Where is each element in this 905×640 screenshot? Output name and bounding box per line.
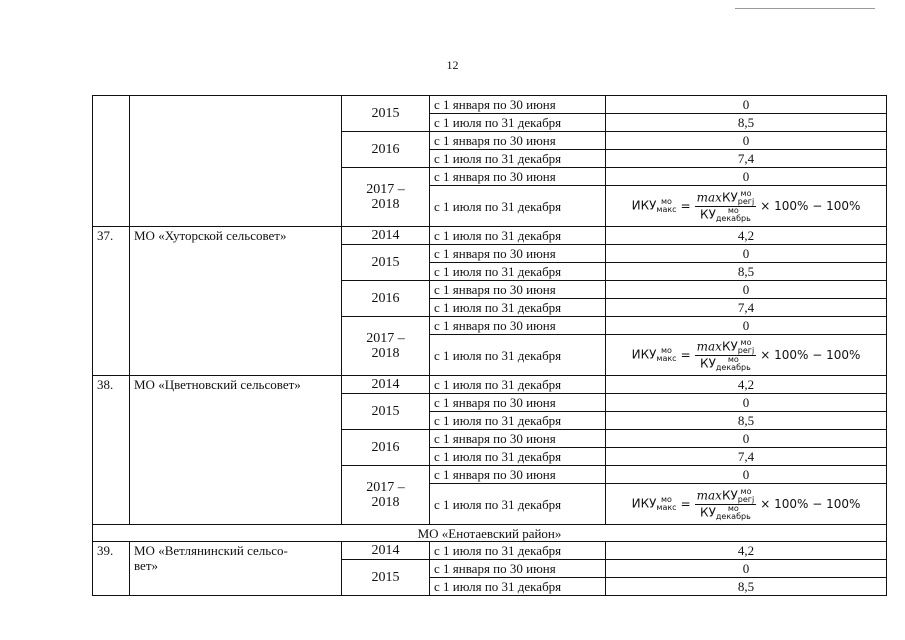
year-cell: 2014 [342, 227, 430, 245]
table-row [93, 227, 887, 245]
value-cell: 7,4 [606, 150, 887, 168]
municipality-name: МО «Ветлянинский сельсо- вет» [130, 542, 342, 596]
value-cell: 4,2 [606, 542, 887, 560]
year-cell: 2015 [342, 394, 430, 430]
period-cell: с 1 июля по 31 декабря [430, 150, 606, 168]
value-cell: 0 [606, 317, 887, 335]
page-number: 12 [446, 58, 459, 72]
formula-lhs: ИКУ мо макс [631, 495, 677, 512]
period-cell: с 1 января по 30 июня [430, 168, 606, 186]
year-cell: 2014 [342, 376, 430, 394]
value-cell: 8,5 [606, 263, 887, 281]
formula-equals: = [680, 198, 691, 213]
formula-tail: × 100% − 100% [760, 347, 861, 362]
formula-equals: = [680, 347, 691, 362]
period-cell: с 1 января по 30 июня [430, 466, 606, 484]
formula-equals: = [680, 496, 691, 511]
max-index-formula [632, 488, 861, 521]
period-cell: с 1 июля по 31 декабря [430, 412, 606, 430]
year-cell: 2015 [342, 560, 430, 596]
value-cell: 8,5 [606, 114, 887, 132]
value-cell: 0 [606, 281, 887, 299]
tariff-table [92, 95, 887, 596]
table-row [93, 96, 887, 114]
year-cell: 2016 [342, 430, 430, 466]
period-cell: с 1 января по 30 июня [430, 96, 606, 114]
formula-lhs: ИКУ мо макс [631, 346, 677, 363]
year-cell: 2017 – 2018 [342, 466, 430, 525]
value-cell: 0 [606, 132, 887, 150]
value-cell: 4,2 [606, 376, 887, 394]
value-cell: 0 [606, 430, 887, 448]
value-cell: 0 [606, 96, 887, 114]
value-cell: 0 [606, 466, 887, 484]
period-cell: с 1 июля по 31 декабря [430, 299, 606, 317]
formula-tail: × 100% − 100% [760, 496, 861, 511]
value-cell [606, 335, 887, 376]
row-number [93, 96, 130, 227]
value-cell [606, 186, 887, 227]
table-body [93, 96, 887, 596]
value-cell: 0 [606, 168, 887, 186]
year-cell: 2016 [342, 281, 430, 317]
municipality-name: МО «Хуторской сельсовет» [130, 227, 342, 376]
year-cell: 2016 [342, 132, 430, 168]
period-cell: с 1 июля по 31 декабря [430, 186, 606, 227]
period-cell: с 1 января по 30 июня [430, 430, 606, 448]
period-cell: с 1 июля по 31 декабря [430, 484, 606, 525]
value-cell: 8,5 [606, 578, 887, 596]
formula-lhs: ИКУ мо макс [631, 197, 677, 214]
period-cell: с 1 июля по 31 декабря [430, 227, 606, 245]
district-title: МО «Енотаевский район» [93, 525, 887, 542]
row-number: 39. [93, 542, 130, 596]
value-cell: 7,4 [606, 448, 887, 466]
row-number: 38. [93, 376, 130, 525]
period-cell: с 1 июля по 31 декабря [430, 335, 606, 376]
municipality-name [130, 96, 342, 227]
district-row [93, 525, 887, 542]
year-cell: 2015 [342, 96, 430, 132]
period-cell: с 1 января по 30 июня [430, 394, 606, 412]
value-cell: 7,4 [606, 299, 887, 317]
period-cell: с 1 июля по 31 декабря [430, 376, 606, 394]
period-cell: с 1 января по 30 июня [430, 245, 606, 263]
value-cell: 4,2 [606, 227, 887, 245]
year-cell: 2015 [342, 245, 430, 281]
period-cell: с 1 июля по 31 декабря [430, 448, 606, 466]
period-cell: с 1 января по 30 июня [430, 317, 606, 335]
row-number: 37. [93, 227, 130, 376]
table-row [93, 376, 887, 394]
value-cell: 0 [606, 394, 887, 412]
value-cell: 8,5 [606, 412, 887, 430]
municipality-name: МО «Цветновский сельсовет» [130, 376, 342, 525]
value-cell: 0 [606, 245, 887, 263]
period-cell: с 1 июля по 31 декабря [430, 114, 606, 132]
scan-artifact-line [735, 8, 875, 9]
year-cell: 2014 [342, 542, 430, 560]
formula-fraction: maxКУ мо регj КУ мо декабрь [696, 486, 755, 521]
formula-fraction: maxКУ мо регj КУ мо декабрь [696, 188, 755, 223]
period-cell: с 1 июля по 31 декабря [430, 542, 606, 560]
period-cell: с 1 июля по 31 декабря [430, 263, 606, 281]
max-index-formula [632, 190, 861, 223]
period-cell: с 1 января по 30 июня [430, 132, 606, 150]
period-cell: с 1 января по 30 июня [430, 560, 606, 578]
formula-tail: × 100% − 100% [760, 198, 861, 213]
year-cell: 2017 – 2018 [342, 168, 430, 227]
period-cell: с 1 января по 30 июня [430, 281, 606, 299]
formula-fraction: maxКУ мо регj КУ мо декабрь [696, 337, 755, 372]
value-cell [606, 484, 887, 525]
year-cell: 2017 – 2018 [342, 317, 430, 376]
tariff-table-container [92, 95, 886, 596]
table-row [93, 542, 887, 560]
value-cell: 0 [606, 560, 887, 578]
max-index-formula [632, 339, 861, 372]
period-cell: с 1 июля по 31 декабря [430, 578, 606, 596]
